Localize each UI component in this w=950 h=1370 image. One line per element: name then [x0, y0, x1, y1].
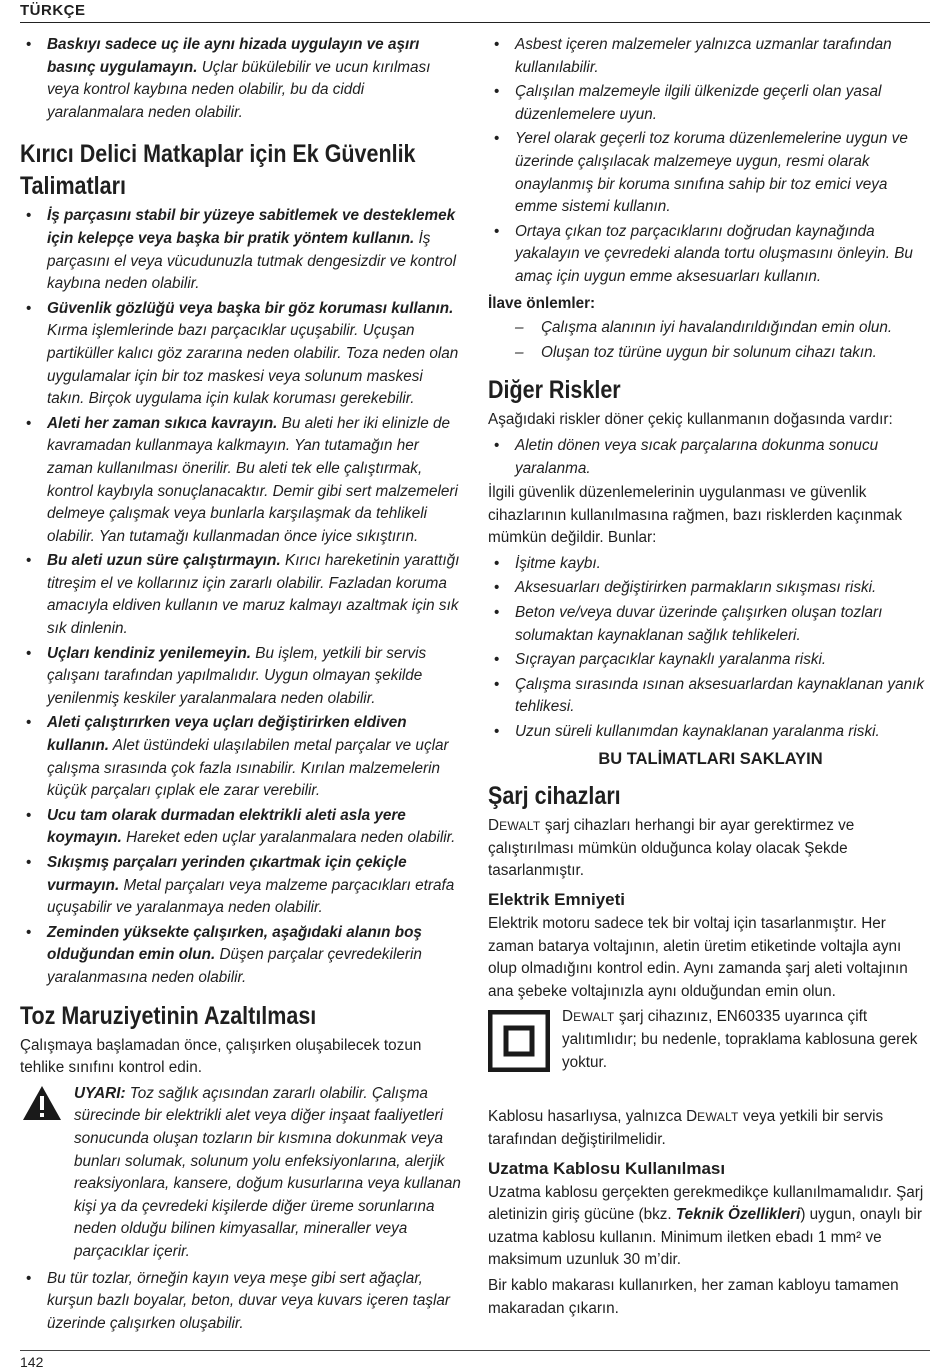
bullet-item: • Sıçrayan parçacıklar kaynaklı yaralanma riski. [488, 649, 933, 672]
dust-bullets [20, 1268, 463, 1336]
warning-triangle-icon [22, 1085, 62, 1121]
bullet-item: • Uzun süreli kullanımdan kaynaklanan yaralanma riski. [488, 721, 933, 744]
dash-item: – Çalışma alanının iyi havalandırıldığından emin olun. [488, 317, 933, 340]
page-number: 142 [20, 1354, 44, 1370]
bullet-item: • Güvenlik gözlüğü veya başka bir göz koruması kullanın. Kırma işlemlerinde bazı parçacıklar uçuşabilir. Uçuşan partiküller kalıcı göz zararına neden olabilir. Toza neden olan uygulamalar için bir toz maskesi veya solunum maskesi takın. Birçok uygulama için kulak koruması gerekebilir. [20, 298, 463, 411]
warning-label: UYARI: [74, 1084, 126, 1102]
bullet-item: • Yerel olarak geçerli toz koruma düzenlemelerine uygun ve üzerinde çalışılacak malzemeye uygun, resmi olarak onaylanmış bir koruma sınıfına sahip bir toz emici veya emme sistemi kullanın. [488, 128, 933, 218]
page-header-language: TÜRKÇE [20, 2, 86, 19]
bullet-item: • Zeminden yüksekte çalışırken, aşağıdaki alanın boş olduğundan emin olun. Düşen parçalar çevredekilerin yaralanmasına neden olabilir. [20, 922, 463, 990]
bullet-item: • Ortaya çıkan toz parçacıklarını doğrudan kaynağında yakalayın ve çevredeki alanda tortu oluşmasını önleyin. Bu amaç için uygun emme aksesuarları kullanın. [488, 221, 933, 289]
extra-measures-list [488, 317, 933, 364]
double-insulation-block: DEWALT şarj cihazınız, EN60335 uyarınca çift yalıtımlıdır; bu nedenle, topraklama kablosuna gerek yoktur. [488, 1006, 933, 1098]
right-column [488, 34, 933, 1323]
cable-reel-text: Bir kablo makarası kullanırken, her zaman kabloyu tamamen makaradan çıkarın. [488, 1276, 899, 1317]
warning-text: Toz sağlık açısından zararlı olabilir. Çalışma sürecinde bir elektrikli alet veya diğer inşaat faaliyetleri sonucunda oluşan tozların bir kısmına dokunmak veya bunları solumak, solunum yolu enfeksiyonlarına, alerjik reaksiyonlara, kansere, doğum kusurlarına veya kullanan kişi ya da çevredeki kişilerde diğer üreme sorunlarına neden olduğu bilinen kimyasallar, mineraller veya parçacıklar içerir. [74, 1084, 461, 1260]
extra-measures-title: İlave önlemler: [488, 294, 596, 312]
bullet-item: • Baskıyı sadece uç ile aynı hizada uygulayın ve aşırı basınç uygulamayın. Uçlar bükülebilir ve ucun kırılması veya kontrol kaybına neden olabilir, bu da ciddi yaralanmalara neden olabilir. [20, 34, 463, 124]
technical-specs-reference: Teknik Özellikleri [675, 1206, 801, 1224]
double-insulation-icon [488, 1010, 550, 1072]
section-title-dust: Toz Maruziyetinin Azaltılması [20, 1001, 317, 1030]
extension-cable-text: Uzatma kablosu gerçekten gerekmedikçe kullanılmamalıdır. Şarj aletinizin giriş gücüne (bkz. Teknik Özellikleri) uygun, onaylı bir uzatma kablosu kullanın. Minimum iletken ebadı 1 mm² ve maksimum uzunluk 30 m’dir. [488, 1183, 924, 1269]
extension-cable-title: Uzatma Kablosu Kullanılması [488, 1158, 726, 1178]
bullet-item: • Aleti her zaman sıkıca kavrayın. Bu aleti her iki elinizle de kavramadan kullanmaya kalkmayın. Yan tutamağın her zaman kullanılması önerilir. Bu aleti tek elle çalıştırmak, kontrol kaybıyla sonuçlanacaktır. Demir gibi sert malzemeleri delmeye çalışmak veya bunlarla karşılaşmak da tehlikeli olabilir. Yan tutamağı kullanmadan önce iyice sıkıştırın. [20, 413, 463, 549]
insulation-text: şarj cihazınız, EN60335 uyarınca çift yalıtımlıdır; bu nedenle, topraklama kablosuna gerek yoktur. [562, 1008, 918, 1071]
bullet-item: • Aleti çalıştırırken veya uçları değiştirirken eldiven kullanın. Alet üstündeki ulaşılabilen metal parçalar ve uçlar çalışma sırasında çok fazla ısınabilir. Kırılan malzemelerin küçük parçaları çıplak ele zarar verebilir. [20, 712, 463, 802]
save-instructions-notice: BU TALİMATLARI SAKLAYIN [598, 749, 823, 768]
bullet-item: • Çalışılan malzemeyle ilgili ülkenizde geçerli olan yasal düzenlemelere uyun. [488, 81, 933, 126]
bullet-item: • Uçları kendiniz yenilemeyin. Bu işlem, yetkili bir servis çalışanı tarafından yapılmalıdır. Uygun olmayan şekilde yenilenmiş keskiler yaralanmalara neden olabilir. [20, 643, 463, 711]
bullet-item: • Aletin dönen veya sıcak parçalarına dokunma sonucu yaralanma. [488, 435, 933, 480]
bullet-item: • Asbest içeren malzemeler yalnızca uzmanlar tarafından kullanılabilir. [488, 34, 933, 79]
bullet-item: • Beton ve/veya duvar üzerinde çalışırken oluşan tozları solumaktan kaynaklanan sağlık tehlikeleri. [488, 602, 933, 647]
electrical-safety-text: Elektrik motoru sadece tek bir voltaj için tasarlanmıştır. Her zaman batarya voltajının, aletin üretim etiketinde voltajla aynı olup olmadığını kontrol edin. Aynı zamanda şarj aleti voltajının ana şebeke voltajınızla aynı olduğundan emin olun. [488, 915, 908, 1000]
dust-warning [20, 1083, 463, 1264]
dust-bullets-continued [488, 34, 933, 289]
bullet-item: • Sıkışmış parçaları yerinden çıkartmak için çekiçle vurmayın. Metal parçaları veya malzeme parçacıkları etrafa uçuşabilir ve yaralanmaya neden olabilir. [20, 852, 463, 920]
left-column [20, 34, 463, 1337]
bullet-item: • Aksesuarları değiştirirken parmakların sıkışması riski. [488, 577, 933, 600]
bullet-item: • Çalışma sırasında ısınan aksesuarlardan kaynaklanan yanık tehlikesi. [488, 674, 933, 719]
dust-intro: Çalışmaya başlamadan önce, çalışırken oluşabilecek tozun tehlike sınıfını kontrol edin. [20, 1036, 422, 1077]
risks-bullets-1 [488, 435, 933, 480]
dash-item: – Oluşan toz türüne uygun bir solunum cihazı takın. [488, 342, 933, 365]
risks-intro: Aşağıdaki riskler döner çekiç kullanmanın doğasında vardır: [488, 411, 893, 429]
bullet-item: • İşitme kaybı. [488, 553, 933, 576]
bullet-item: • Bu tür tozlar, örneğin kayın veya meşe gibi sert ağaçlar, kurşun bazlı boyalar, beton, duvar veya kuvars içeren taşlar üzerinde çalışırken oluşabilir. [20, 1268, 463, 1336]
bullet-item: • İş parçasını stabil bir yüzeye sabitlemek ve desteklemek için kelepçe veya başka bir pratik yöntem kullanın. İş parçasını el veya vücudunuzla tutmak dengesizdir ve kontrol kaybına neden olabilir. [20, 205, 463, 295]
brand-initial: D [488, 817, 500, 835]
cable-replacement-text: Kablosu hasarlıysa, yalnızca DEWALT veya yetkili bir servis tarafından değiştirilmelidir. [488, 1108, 884, 1148]
brand-rest: EWALT [499, 819, 541, 834]
risks-bullets-2 [488, 553, 933, 744]
top-bullets [20, 34, 463, 124]
footer-rule [20, 1350, 930, 1351]
charger-paragraph: DEWALT şarj cihazları herhangi bir ayar gerektirmez ve çalıştırılması mümkün olduğunca kolay olacak Şekde tasarlanmıştır. [488, 817, 855, 880]
section-title-breaker-safety: Kırıcı Delici Matkaplar için Ek Güvenlik Talimatları [20, 140, 416, 201]
section-title-chargers: Şarj cihazları [488, 782, 621, 811]
section-title-other-risks: Diğer Riskler [488, 376, 621, 405]
breaker-safety-bullets [20, 205, 463, 989]
risks-paragraph: İlgili güvenlik düzenlemelerinin uygulanması ve güvenlik cihazlarının kullanılmasına rağmen, bazı risklerden kaçınmak mümkün değildir. Bunlar: [488, 484, 903, 547]
bullet-item: • Ucu tam olarak durmadan elektrikli aleti asla yere koymayın. Hareket eden uçlar yaralanmalara neden olabilir. [20, 805, 463, 850]
header-rule [20, 22, 930, 23]
electrical-safety-title: Elektrik Emniyeti [488, 890, 626, 909]
bullet-item: • Bu aleti uzun süre çalıştırmayın. Kırıcı hareketinin yarattığı titreşim el ve kollarınız için zararlı olabilir. Fazladan koruma amacıyla eldiven kullanın ve maruz kalmayı azaltmak için sık sık dinlenin. [20, 550, 463, 640]
